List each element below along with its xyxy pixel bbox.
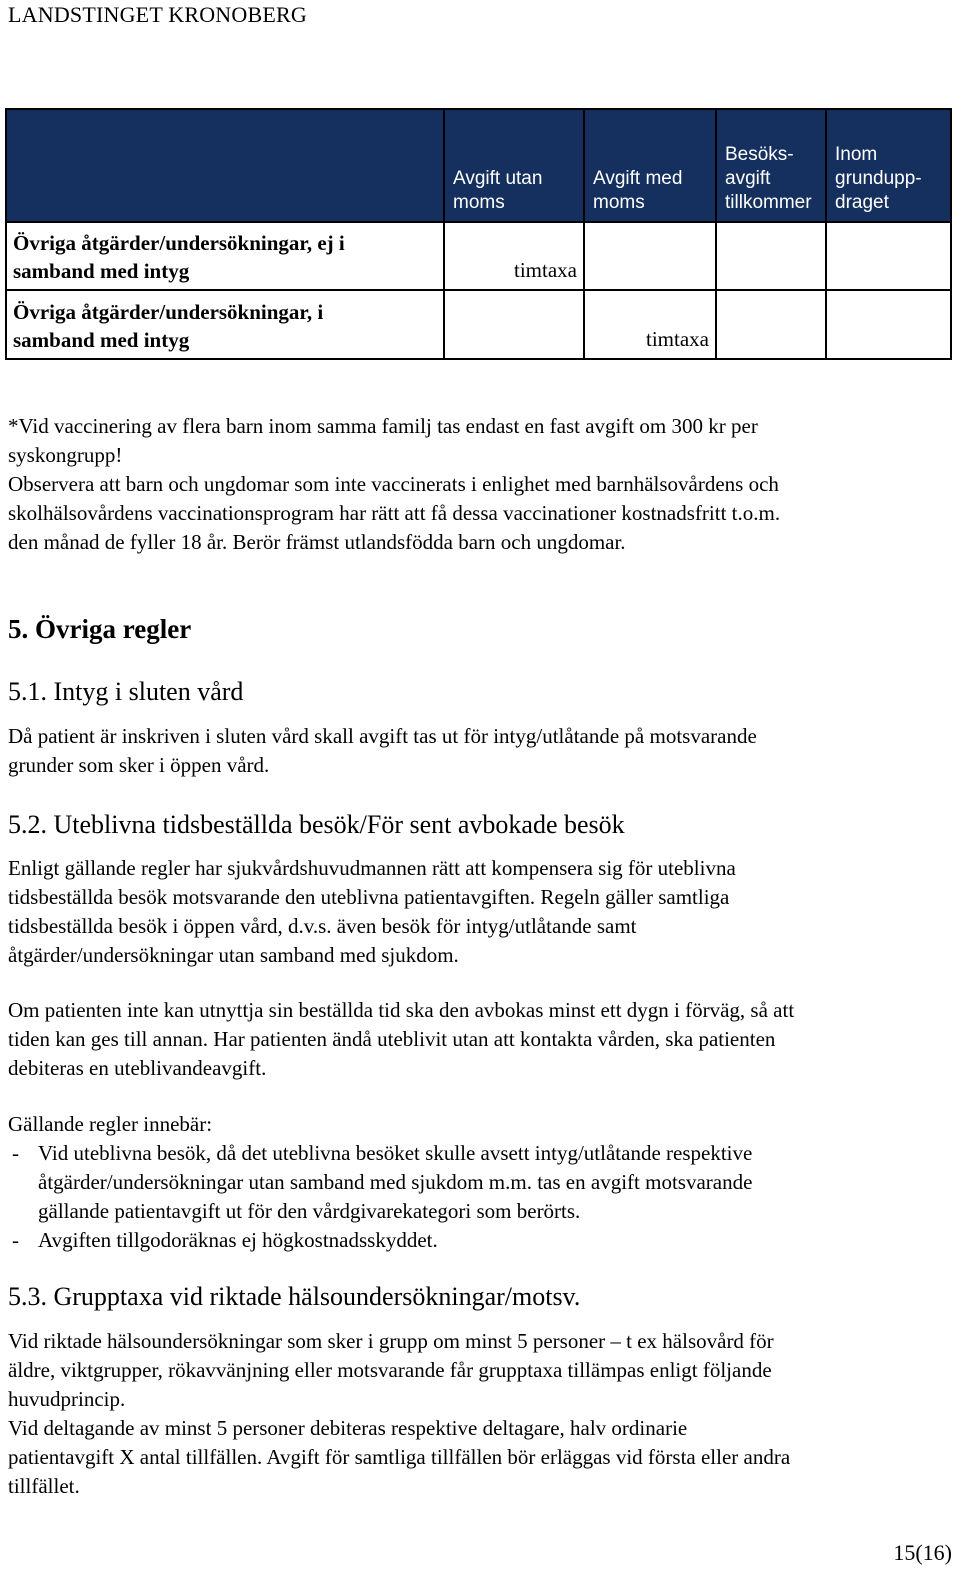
section-5-3-paragraph-2: Vid deltagande av minst 5 personer debiteras respektive deltagare, halv ordinarie patientavgift X antal tillfällen. Avgift för samtliga tillfällen bör erläggas vid första eller andra tillfället.: [8, 1416, 791, 1498]
cell-avgift-med-moms: timtaxa: [584, 290, 716, 359]
rules-intro: Gällande regler innebär:: [8, 1112, 213, 1136]
organization-header: LANDSTINGET KRONOBERG: [8, 2, 307, 27]
table-header-row: [6, 109, 951, 222]
row-label: Övriga åtgärder/undersökningar, i samband med intyg: [6, 290, 444, 359]
cell-avgift-med-moms: [584, 222, 716, 291]
table-row: [6, 222, 951, 291]
cell-inom-grunduppdraget: [826, 222, 951, 291]
header-cell-empty: [6, 109, 444, 222]
cell-besoksavgift: [716, 222, 826, 291]
header-cell-avgift-utan-moms: Avgift utan moms: [444, 109, 584, 222]
section-5-2-paragraph-1: Enligt gällande regler har sjukvårdshuvudmannen rätt att kompensera sig för uteblivna tidsbeställda besök motsvarande den uteblivna patientavgiften. Regeln gäller samtliga tidsbeställda besök i öppen vård, d.v.s. även besök för intyg/utlåtande samt åtgärder/undersökningar utan samband med sjukdom.: [8, 856, 736, 967]
cell-inom-grunduppdraget: [826, 290, 951, 359]
cell-avgift-utan-moms: timtaxa: [444, 222, 584, 291]
header-cell-besoksavgift: Besöks- avgift tillkommer: [716, 109, 826, 222]
section-5-2-title: 5.2. Uteblivna tidsbeställda besök/För sent avbokade besök: [8, 810, 625, 839]
page-number: 15(16): [893, 1540, 952, 1565]
header-cell-inom-grunduppdraget: Inom grundupp- draget: [826, 109, 951, 222]
cell-avgift-utan-moms: [444, 290, 584, 359]
section-5-1-title: 5.1. Intyg i sluten vård: [8, 677, 244, 706]
cell-besoksavgift: [716, 290, 826, 359]
dash-bullet: -: [12, 1141, 19, 1165]
vaccination-note: *Vid vaccinering av flera barn inom samma familj tas endast en fast avgift om 300 kr per syskongrupp! Observera att barn och ungdomar som inte vaccinerats i enlighet med barnhälsovårdens och skolhälsovårdens vaccinationsprogram har rätt att få dessa vaccinationer kostnadsfritt t.o.m. den månad de fyller 18 år. Berör främst utlandsfödda barn och ungdomar.: [8, 414, 781, 554]
section-5-1-text: Då patient är inskriven i sluten vård skall avgift tas ut för intyg/utlåtande på motsvarande grunder som sker i öppen vård.: [8, 724, 757, 777]
list-item: - Avgiften tillgodoräknas ej högkostnadsskyddet.: [8, 1226, 953, 1255]
fee-table: [5, 108, 952, 360]
section-5-2-paragraph-2: Om patienten inte kan utnyttja sin beställda tid ska den avbokas minst ett dygn i förväg, så att tiden kan ges till annan. Har patienten ändå uteblivit utan att kontakta vården, ska patienten debiteras en uteblivandeavgift.: [8, 998, 795, 1080]
table-row: [6, 290, 951, 359]
header-cell-avgift-med-moms: Avgift med moms: [584, 109, 716, 222]
section-5-3-paragraph-1: Vid riktade hälsoundersökningar som sker i grupp om minst 5 personer – t ex hälsovård för äldre, viktgrupper, rökavvänjning eller motsvarande får grupptaxa tillämpas enligt följande huvudprincip.: [8, 1329, 774, 1411]
dash-bullet: -: [12, 1228, 19, 1252]
section-5-3-title: 5.3. Grupptaxa vid riktade hälsoundersökningar/motsv.: [8, 1282, 581, 1311]
section-5-title: 5. Övriga regler: [8, 614, 192, 644]
list-item: - Vid uteblivna besök, då det uteblivna besöket skulle avsett intyg/utlåtande respektive åtgärder/undersökningar utan samband med sjukdom m.m. tas en avgift motsvarande gällande patientavgift ut för den vårdgivarekategori som berörts.: [12, 1141, 753, 1223]
row-label: Övriga åtgärder/undersökningar, ej i samband med intyg: [6, 222, 444, 291]
